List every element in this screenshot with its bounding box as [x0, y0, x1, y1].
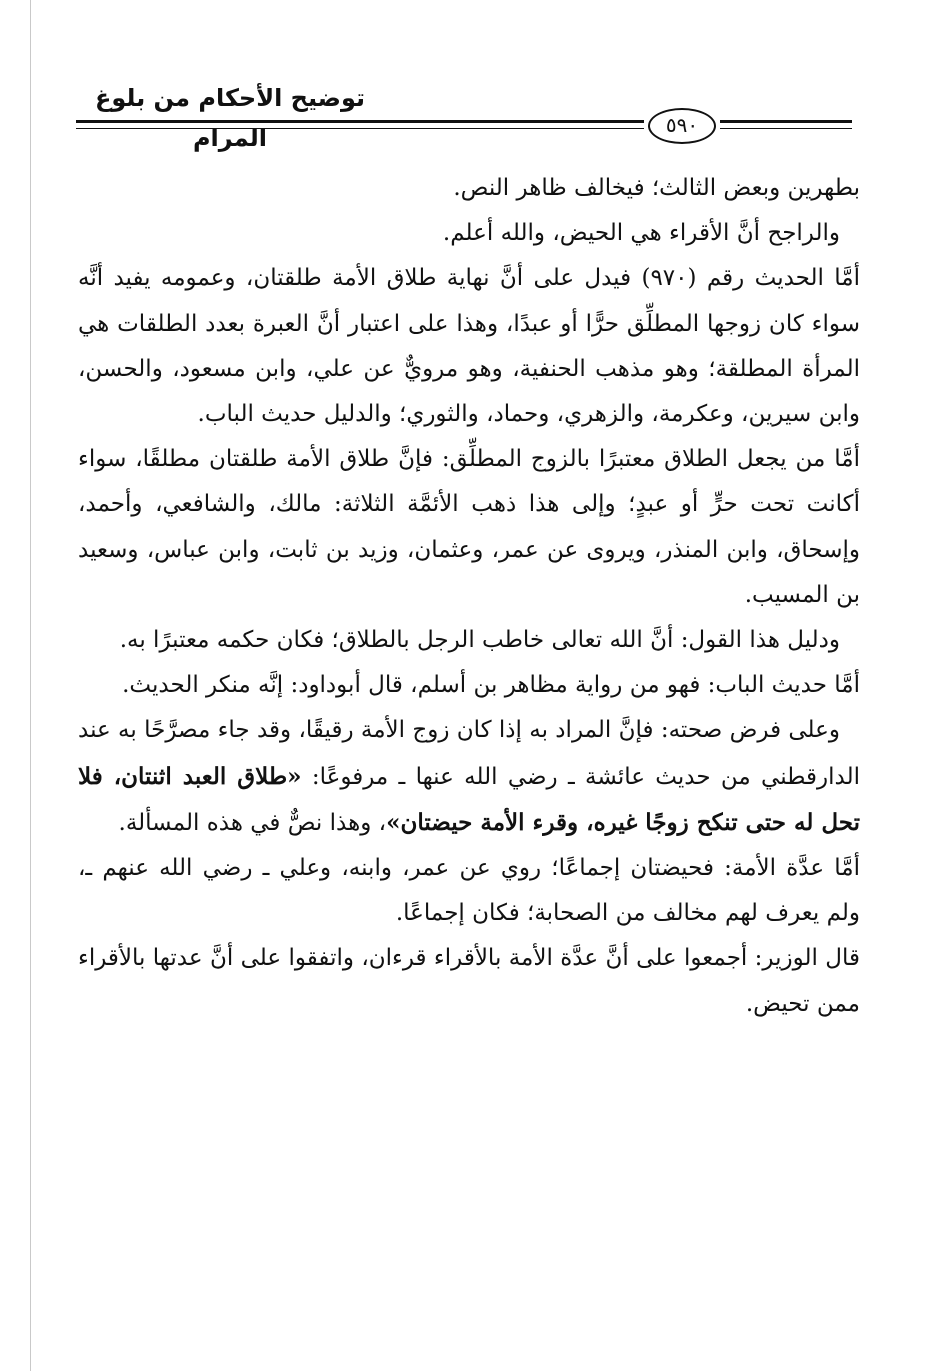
paragraph-conclusion: والراجح أنَّ الأقراء هي الحيض، والله أعلم. [442, 220, 840, 247]
daraqutni-tail-text: ، وهذا نصٌّ في هذه المسألة. [118, 809, 387, 836]
scan-edge-line [30, 0, 31, 1371]
header-rule-left-bottom [76, 128, 644, 129]
hadith-quote: «طلاق العبد اثنتان، فلا تحل له حتى تنكح زوجًا غيره، وقرء الأمة حيضتان» [78, 762, 860, 836]
paragraph-majority-view: أمَّا من يجعل الطلاق معتبرًا بالزوج المطلِّق: فإنَّ طلاق الأمة طلقتان مطلقًا، سواء أكانت تحت حرٍّ أو عبدٍ؛ وإلى هذا ذهب الأئمَّة الثلاثة: مالك، والشافعي، وأحمد، وإسحاق، وابن المنذر، ويروى عن عمر، وعثمان، وزيد بن ثابت، وابن عباس، وسعيد بن المسيب. [78, 446, 860, 608]
page-number-badge: ٥٩٠ [648, 108, 716, 144]
header-rule-left-top [76, 120, 644, 123]
paragraph-al-wazir: قال الوزير: أجمعوا على أنَّ عدَّة الأمة بالأقراء قرءان، واتفقوا على أنَّ عدتها بالأقراء ممن تحيض. [78, 945, 860, 1017]
daraqutni-lead-text: وعلى فرض صحته: فإنَّ المراد به إذا كان زوج الأمة رقيقًا، وقد جاء مصرَّحًا به عند الدارقطني من حديث عائشة ـ رضي الله عنها ـ مرفوعًا: [78, 717, 860, 790]
running-header-title: توضيح الأحكام من بلوغ المرام [94, 84, 366, 152]
paragraph-evidence: ودليل هذا القول: أنَّ الله تعالى خاطب الرجل بالطلاق؛ فكان حكمه معتبرًا به. [119, 627, 840, 654]
paragraph-daraqutni-report [78, 708, 860, 846]
paragraph-hadith-critique: أمَّا حديث الباب: فهو من رواية مظاهر بن أسلم، قال أبوداود: إنَّه منكر الحديث. [122, 672, 860, 699]
paragraph-continuation: بطهرين وبعض الثالث؛ فيخالف ظاهر النص. [453, 175, 860, 201]
paragraph-waiting-period: أمَّا عدَّة الأمة: فحيضتان إجماعًا؛ روي عن عمر، وابنه، وعلي ـ رضي الله عنهم ـ، ولم يعرف لهم مخالف من الصحابة؛ فكان إجماعًا. [78, 855, 860, 927]
body-text [78, 166, 860, 1027]
header-rule-right-top [720, 120, 852, 123]
header-rule-right-bottom [720, 128, 852, 129]
paragraph-hadith-970: أمَّا الحديث رقم (٩٧٠) فيدل على أنَّ نهاية طلاق الأمة طلقتان، وعمومه يفيد أنَّه سواء كان زوجها المطلِّق حرًّا أو عبدًا، وهذا على اعتبار أنَّ العبرة بعدد الطلقات هي المرأة المطلقة؛ وهو مذهب الحنفية، وهو مرويٌّ عن علي، وابن مسعود، والحسن، وابن سيرين، وعكرمة، والزهري، وحماد، والثوري؛ والدليل حديث الباب. [78, 265, 860, 428]
